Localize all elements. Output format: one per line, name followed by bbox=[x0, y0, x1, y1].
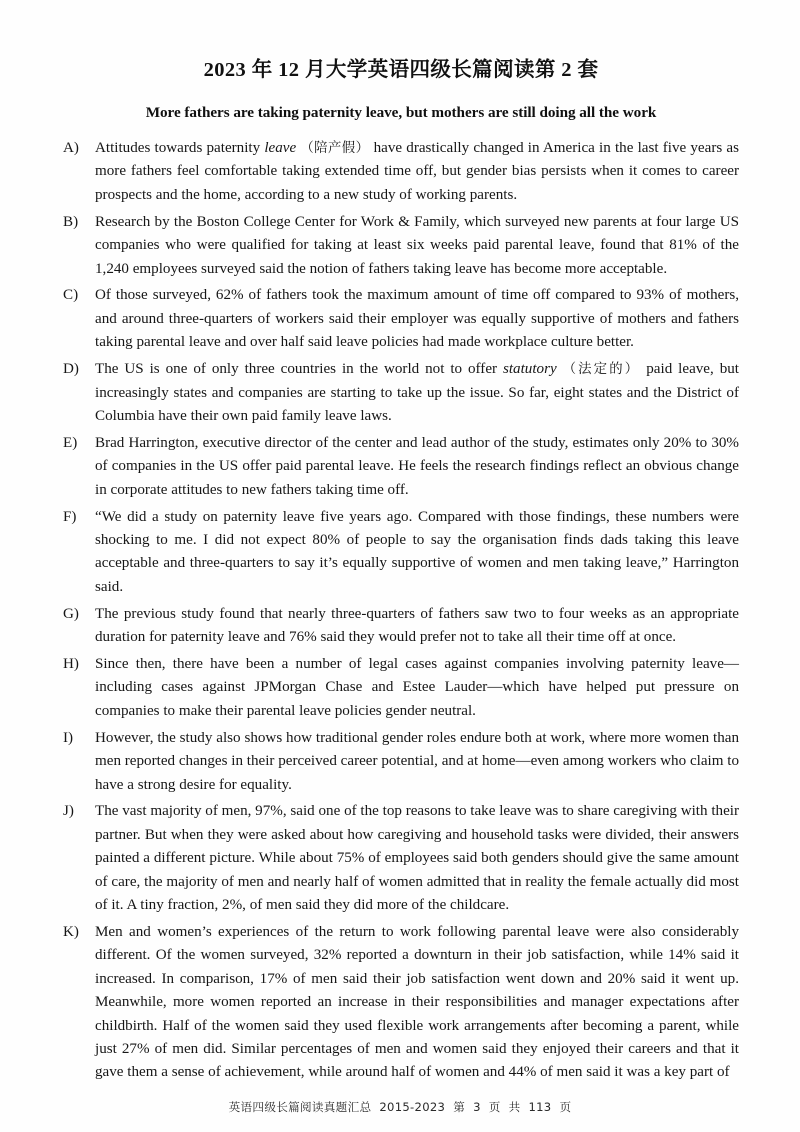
paragraph-e bbox=[63, 432, 739, 502]
paragraph-label: C) bbox=[63, 287, 79, 304]
italic-term: leave bbox=[264, 140, 297, 156]
paragraph-b bbox=[63, 211, 739, 281]
paragraph-k bbox=[63, 921, 739, 1085]
paragraph-label: B) bbox=[63, 213, 79, 230]
italic-term: statutory bbox=[502, 361, 557, 378]
paragraph-text: Since then, there have been a number of legal cases against companies involving paternity leave—including cases against JPMorgan Chase and Estee Lauder—which have helped put pressure on companies to make their parental leave policies gender neutral. bbox=[95, 656, 739, 719]
paragraph-label: I) bbox=[63, 729, 74, 746]
paragraph-text: “We did a study on paternity leave five years ago. Compared with those findings, these numbers were shocking to me. I did not expect 80% of people to say the organisation finds dads taking this leave acceptable and three-quarters to say it’s equally supportive of women and men taking leave,” Harrington said. bbox=[95, 508, 739, 595]
paragraph-c bbox=[63, 284, 739, 354]
paragraph-text: The vast majority of men, 97%, said one of the top reasons to take leave was to share caregiving with their partner. But when they were asked about how caregiving and household tasks were divided, their answers painted a different picture. While about 75% of employees said both genders should give the same amount of care, the majority of men and nearly half of women admitted that in reality the female actually did most of it. A tiny fraction, 2%, of men said they did more of the childcare. bbox=[95, 803, 739, 914]
article-body bbox=[63, 137, 739, 1085]
page-content bbox=[63, 0, 739, 1088]
paragraph-label: H) bbox=[63, 656, 79, 673]
paragraph-text: Brad Harrington, executive director of the center and lead author of the study, estimates only 20% to 30% of companies in the US offer paid parental leave. He feels the research findings reflect an obvious change in corporate attitudes to new fathers taking time off. bbox=[95, 434, 739, 498]
paragraph-label: J) bbox=[63, 803, 74, 820]
paragraph-label: D) bbox=[63, 361, 79, 378]
paragraph-text: Research by the Boston College Center for Work & Family, which surveyed new parents at four large US companies who were qualified for taking at least six weeks paid parental leave, found that 81% of the 1,240 employees surveyed said the notion of fathers taking leave has become more acceptable. bbox=[95, 213, 739, 277]
page-footer bbox=[0, 1099, 800, 1115]
paragraph-i bbox=[63, 727, 739, 797]
paragraph-text-tail: paid leave, but increasingly states and companies are starting to take up the issue. So far, eight states and the District of Columbia have their own paid family leave laws. bbox=[95, 361, 739, 424]
footer-text: 英语四级长篇阅读真题汇总 2015-2023 第 3 页 共 113 页 bbox=[228, 1100, 572, 1114]
paragraph-label: G) bbox=[63, 605, 79, 622]
paragraph-text: Men and women’s experiences of the return to work following parental leave were also considerably different. Of the women surveyed, 32% reported a downturn in their job satisfaction, while 14% said it increased. In comparison, 17% of men said their job satisfaction went down and 20% said it went up. Meanwhile, more women reported an increase in their responsibilities and manager expectations after childbirth. Half of the women said they used flexible work arrangements after becoming a parent, while just 27% of men did. Similar percentages of men and women said they enjoyed their careers and that it gave them a sense of achievement, while around half of women and 44% of men said it was a key part of bbox=[95, 924, 739, 1081]
paragraph-label: A) bbox=[63, 140, 79, 156]
paragraph-a bbox=[63, 137, 739, 207]
chinese-gloss: （陪产假） bbox=[300, 141, 370, 156]
paragraph-g bbox=[63, 603, 739, 650]
paragraph-f bbox=[63, 506, 739, 600]
article-title: More fathers are taking paternity leave, but mothers are still doing all the work bbox=[145, 104, 657, 121]
paragraph-label: F) bbox=[63, 508, 77, 525]
paragraph-label: E) bbox=[63, 434, 78, 451]
chinese-gloss: （法定的） bbox=[562, 362, 641, 378]
paragraph-text-tail: have drastically changed in America in the last five years as more fathers feel comfortable taking extended time off, but gender bias persists when it comes to career prospects and the home, according to a new study of working parents. bbox=[95, 140, 739, 203]
page-title: 2023 年 12 月大学英语四级长篇阅读第 2 套 bbox=[203, 59, 599, 81]
paragraph-text bbox=[95, 358, 739, 428]
paragraph-text: However, the study also shows how traditional gender roles endure both at work, where more women than men reported changes in their perceived career potential, and at home—even among workers who claim to have a strong desire for equality. bbox=[95, 729, 739, 793]
paragraph-h bbox=[63, 653, 739, 723]
paragraph-text: The previous study found that nearly three-quarters of fathers saw two to four weeks as an appropriate duration for paternity leave and 76% said they would prefer not to take all their time off at once. bbox=[95, 605, 739, 646]
paragraph-text-lead: The US is one of only three countries in the world not to offer bbox=[95, 361, 503, 378]
paragraph-text: Of those surveyed, 62% of fathers took the maximum amount of time off compared to 93% of mothers, and around three-quarters of workers said their employer was equally supportive of mothers and fathers taking parental leave and over half said leave policies had made workplace culture better. bbox=[95, 287, 739, 351]
paragraph-j bbox=[63, 800, 739, 917]
paragraph-text-lead: Attitudes towards paternity bbox=[95, 140, 265, 156]
paragraph-text bbox=[95, 137, 739, 207]
paragraph-label: K) bbox=[63, 924, 79, 940]
paragraph-d bbox=[63, 358, 739, 428]
